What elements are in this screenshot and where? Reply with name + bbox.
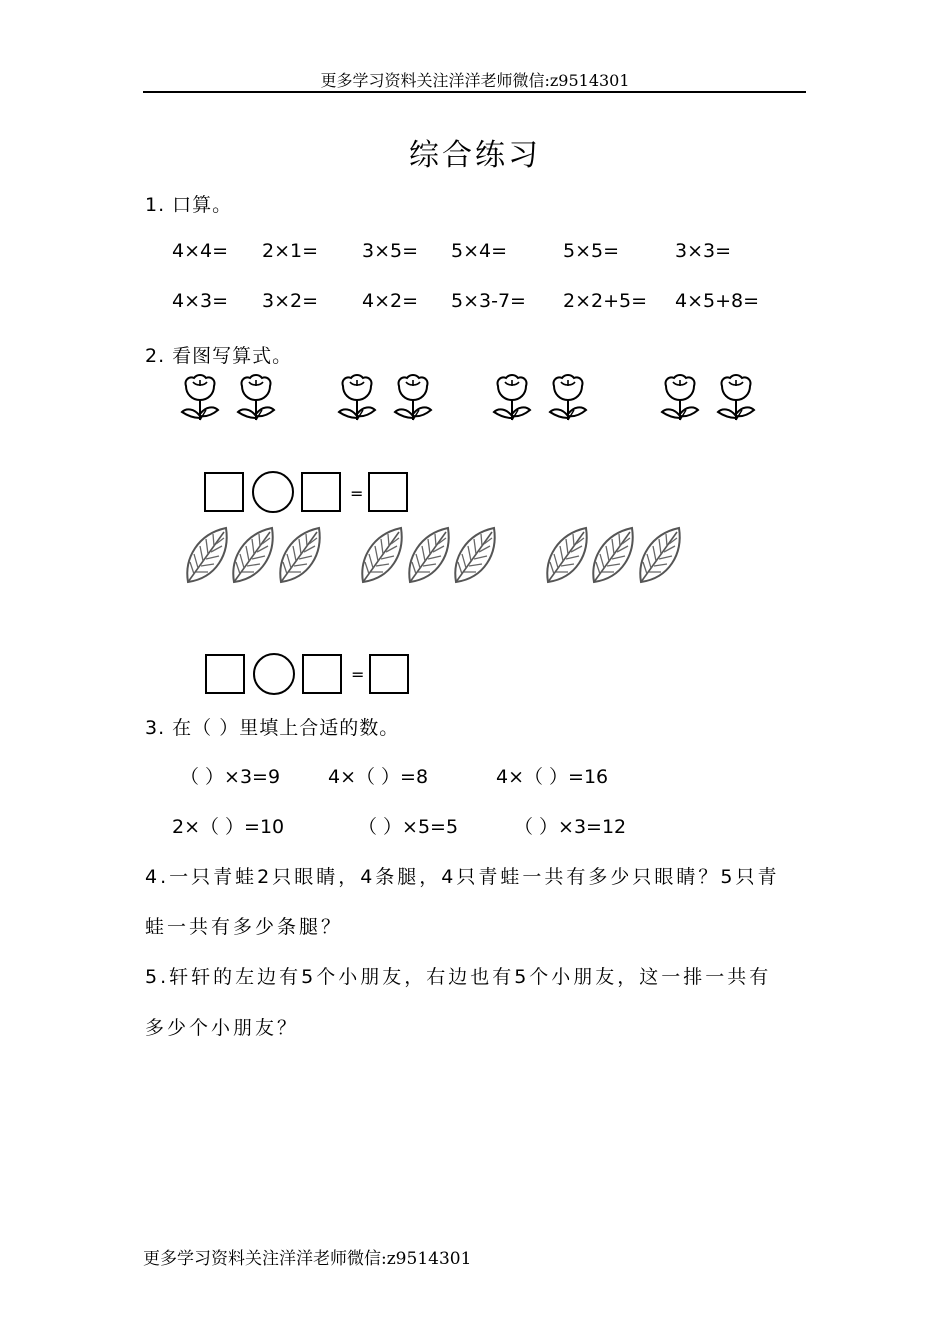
- q4-text-line1: 4.一只青蛙2只眼睛，4条腿，4只青蛙一共有多少只眼睛？5只青: [145, 866, 780, 888]
- answer-box[interactable]: [369, 654, 409, 694]
- operator-circle[interactable]: [252, 471, 294, 513]
- q5-text-line1: 5.轩轩的左边有5个小朋友，右边也有5个小朋友，这一排一共有: [145, 966, 772, 988]
- leaf-image: [406, 526, 450, 584]
- flower-image: [716, 374, 756, 422]
- header-rule: [143, 91, 806, 93]
- flower-image: [337, 374, 377, 422]
- q1-row1-expr: 3×5=: [362, 240, 419, 262]
- q3-label: 3. 在（ ）里填上合适的数。: [145, 717, 400, 739]
- page-title: 综合练习: [409, 138, 541, 173]
- answer-box[interactable]: [205, 654, 245, 694]
- q4-text-line2: 蛙一共有多少条腿？: [145, 916, 344, 938]
- leaf-image: [184, 526, 228, 584]
- leaf-image: [544, 526, 588, 584]
- flower-image: [492, 374, 532, 422]
- leaf-image: [230, 526, 274, 584]
- equals-sign: =: [351, 665, 365, 684]
- q1-row1-expr: 5×5=: [563, 240, 620, 262]
- equals-sign: =: [350, 484, 364, 503]
- page-footer: 更多学习资料关注洋洋老师微信:z9514301: [143, 1249, 472, 1269]
- q3-row2-expr: （ ）×5=5: [358, 816, 459, 838]
- answer-box[interactable]: [302, 654, 342, 694]
- leaf-image: [277, 526, 321, 584]
- q1-row2-expr: 3×2=: [262, 290, 319, 312]
- q1-row1-expr: 4×4=: [172, 240, 229, 262]
- q3-row2-expr: 2×（ ）=10: [172, 816, 285, 838]
- leaf-image: [637, 526, 681, 584]
- q1-row1-expr: 5×4=: [451, 240, 508, 262]
- leaf-image: [359, 526, 403, 584]
- q1-row2-expr: 4×5+8=: [675, 290, 760, 312]
- flower-image: [660, 374, 700, 422]
- q3-row1-expr: 4×（ ）=16: [496, 766, 609, 788]
- q3-row1-expr: 4×（ ）=8: [328, 766, 429, 788]
- flower-image: [548, 374, 588, 422]
- answer-box[interactable]: [204, 472, 244, 512]
- answer-box[interactable]: [301, 472, 341, 512]
- q1-row2-expr: 2×2+5=: [563, 290, 648, 312]
- q1-row2-expr: 5×3-7=: [451, 290, 526, 312]
- flower-image: [393, 374, 433, 422]
- leaf-image: [590, 526, 634, 584]
- q1-row1-expr: 3×3=: [675, 240, 732, 262]
- q1-row1-expr: 2×1=: [262, 240, 319, 262]
- flower-image: [180, 374, 220, 422]
- q1-row2-expr: 4×2=: [362, 290, 419, 312]
- operator-circle[interactable]: [253, 653, 295, 695]
- q5-text-line2: 多少个小朋友？: [145, 1017, 300, 1039]
- answer-box[interactable]: [368, 472, 408, 512]
- q1-row2-expr: 4×3=: [172, 290, 229, 312]
- q3-row2-expr: （ ）×3=12: [514, 816, 627, 838]
- page-header: 更多学习资料关注洋洋老师微信:z9514301: [320, 71, 630, 90]
- q3-row1-expr: （ ）×3=9: [180, 766, 281, 788]
- q1-label: 1. 口算。: [145, 194, 233, 216]
- leaf-image: [452, 526, 496, 584]
- flower-image: [236, 374, 276, 422]
- q2-label: 2. 看图写算式。: [145, 345, 293, 367]
